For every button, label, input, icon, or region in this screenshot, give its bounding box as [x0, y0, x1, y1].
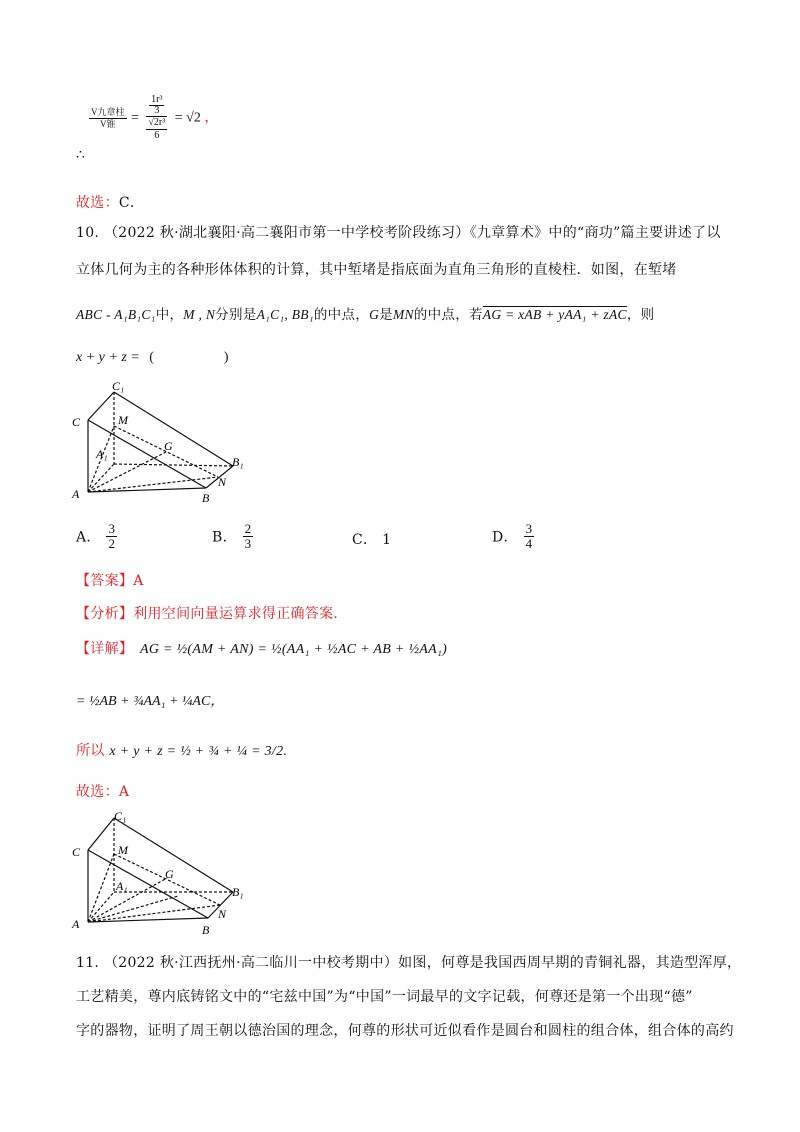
option-a-num: 3 [108, 521, 116, 536]
label-n-1: N [218, 475, 227, 489]
label-c1-2: C₁ [114, 809, 127, 823]
label-b-1: B [202, 491, 210, 505]
prev-answer-label: 故选： [76, 195, 119, 211]
so-line [76, 740, 287, 760]
points-mn: M , N [183, 307, 216, 322]
label-a1-1: A₁ [96, 447, 108, 461]
volume-ratio-formula: $\frac{\text{V九章柱}}{\text{V锥}}$ = $\frac{\frac{\text{1r³}}{3}}{\frac{\text{√2r³}}{6}}$ = √2 ， [91, 94, 219, 141]
answer-label: 【答案】 [76, 573, 134, 589]
label-c-2: C [72, 845, 81, 859]
prev-answer-value: C． [118, 195, 145, 211]
analysis-text: 利用空间向量运算求得正确答案. [133, 606, 339, 622]
label-b1-2: B₁ [232, 885, 244, 899]
xyz-sum: x + y + z = [76, 350, 140, 365]
option-b[interactable] [212, 522, 254, 551]
value-fraction [143, 95, 170, 142]
final-value: A [118, 784, 130, 800]
q10-text-fenbie: 分别是 [215, 307, 257, 323]
option-d-den: 4 [525, 536, 533, 551]
inner-den: 3 [154, 105, 160, 116]
segment-mn: MN [392, 307, 414, 322]
point-g: G [369, 307, 380, 322]
bottom-den: 6 [154, 130, 160, 141]
label-b1-1: B₁ [232, 455, 244, 469]
volume-ratio-numerator: V九章柱 [91, 107, 125, 117]
option-b-label: B． [212, 529, 237, 546]
formula-comma: ， [204, 110, 219, 126]
detail-line [76, 638, 447, 658]
volume-ratio-denominator: V锥 [100, 119, 116, 129]
answer-line [76, 570, 144, 590]
value-fraction-denominator [143, 117, 170, 142]
label-g-1: G [164, 439, 173, 453]
so-equation: x + y + z = ½ + ¾ + ¼ = 3/2. [109, 744, 288, 759]
analysis-line [76, 603, 338, 623]
q10-line3 [76, 303, 654, 323]
q10-line2: 立体几何为主的各种形体体积的计算，其中堑堵是指底面为直角三角形的直棱柱．如图，在堑堵 [76, 262, 677, 278]
so-label: 所以 [76, 743, 105, 759]
label-c-1: C [72, 415, 81, 429]
option-c-value: 1 [382, 532, 392, 548]
final-label: 故选： [76, 784, 119, 800]
option-c[interactable] [352, 529, 391, 549]
prev-answer [76, 192, 144, 212]
answer-paren: ( ) [149, 350, 229, 365]
q10-line4 [76, 346, 229, 366]
prism-name: ABC - A₁B₁C₁ [76, 307, 156, 322]
option-b-num: 2 [244, 521, 252, 536]
value-fraction-numerator [146, 95, 167, 117]
option-a[interactable] [76, 522, 118, 551]
label-a-1: A [72, 487, 80, 501]
label-g-2: G [165, 867, 174, 881]
label-m-2: M [118, 843, 128, 857]
option-a-den: 2 [108, 536, 116, 551]
label-n-2: N [218, 907, 227, 921]
detail-equation-2: = ½AB + ¾AA₁ + ¼AC， [76, 694, 225, 709]
option-c-label: C． [352, 532, 378, 548]
final-answer-line [76, 781, 129, 801]
option-d[interactable] [492, 522, 535, 551]
q10-number: 10. [76, 225, 100, 241]
q10-line1-text: （2022 秋·湖北襄阳·高二襄阳市第一中学校考阶段练习）《九章算术》中的“商功”篇主要讲述了以 [103, 225, 721, 241]
inner-r: r³ [156, 94, 163, 105]
q10-text-shi: 是 [379, 307, 393, 323]
analysis-label: 【分析】 [76, 606, 134, 622]
q11-line2: 工艺精美，尊内底铸铭文中的“宅兹中国”为“中国”一词最早的文字记载，何尊还是第一个出现“德” [76, 989, 693, 1005]
q10-text-ze: ，则 [626, 307, 655, 323]
option-a-fraction [106, 522, 117, 551]
q10-text-ruo: 的中点，若 [413, 307, 483, 323]
label-m-1: M [118, 413, 128, 427]
answer-value: A [133, 573, 144, 589]
segments-a1c1-bb1: A₁C₁, BB₁ [256, 307, 314, 322]
option-d-num: 3 [525, 521, 533, 536]
prism-diagram-2 [68, 808, 258, 938]
prism-diagram-1 [68, 378, 258, 508]
option-d-fraction [524, 522, 535, 551]
detail-equation-1: AG = ½(AM + AN) = ½(AA₁ + ½AC + AB + ½AA₁) [139, 642, 448, 657]
q10-line1 [76, 222, 721, 242]
option-b-den: 3 [244, 536, 252, 551]
label-c1-1: C₁ [112, 379, 125, 393]
therefore-symbol: ∴ [76, 148, 85, 163]
option-b-fraction [243, 522, 254, 551]
detail-label: 【详解】 [76, 641, 134, 657]
label-b-2: B [202, 923, 210, 937]
bottom-num: √2r³ [148, 117, 166, 128]
option-a-label: A． [76, 529, 101, 546]
q11-line3: 字的器物，证明了周王朝以德治国的理念，何尊的形状可近似看作是圆台和圆柱的组合体，组合体的高约 [76, 1023, 734, 1039]
q10-text-zhong: 中， [155, 307, 184, 323]
q11-number: 11. [76, 955, 100, 971]
inner-num: 1 [151, 94, 157, 105]
vector-equation: AG = xAB + yAA₁ + zAC [482, 307, 627, 322]
label-a-2: A [72, 917, 80, 931]
label-a1-2: A₁ [116, 879, 128, 893]
q11-line1 [76, 952, 741, 972]
option-d-label: D． [492, 529, 518, 546]
q11-line1-text: （2022 秋·江西抚州·高二临川一中校考期中）如图，何尊是我国西周早期的青铜礼器，其造型浑厚， [103, 955, 742, 971]
q10-text-midpoint: 的中点， [313, 307, 370, 323]
sqrt2-result: = √2 [174, 110, 201, 126]
volume-ratio-fraction [89, 107, 127, 130]
